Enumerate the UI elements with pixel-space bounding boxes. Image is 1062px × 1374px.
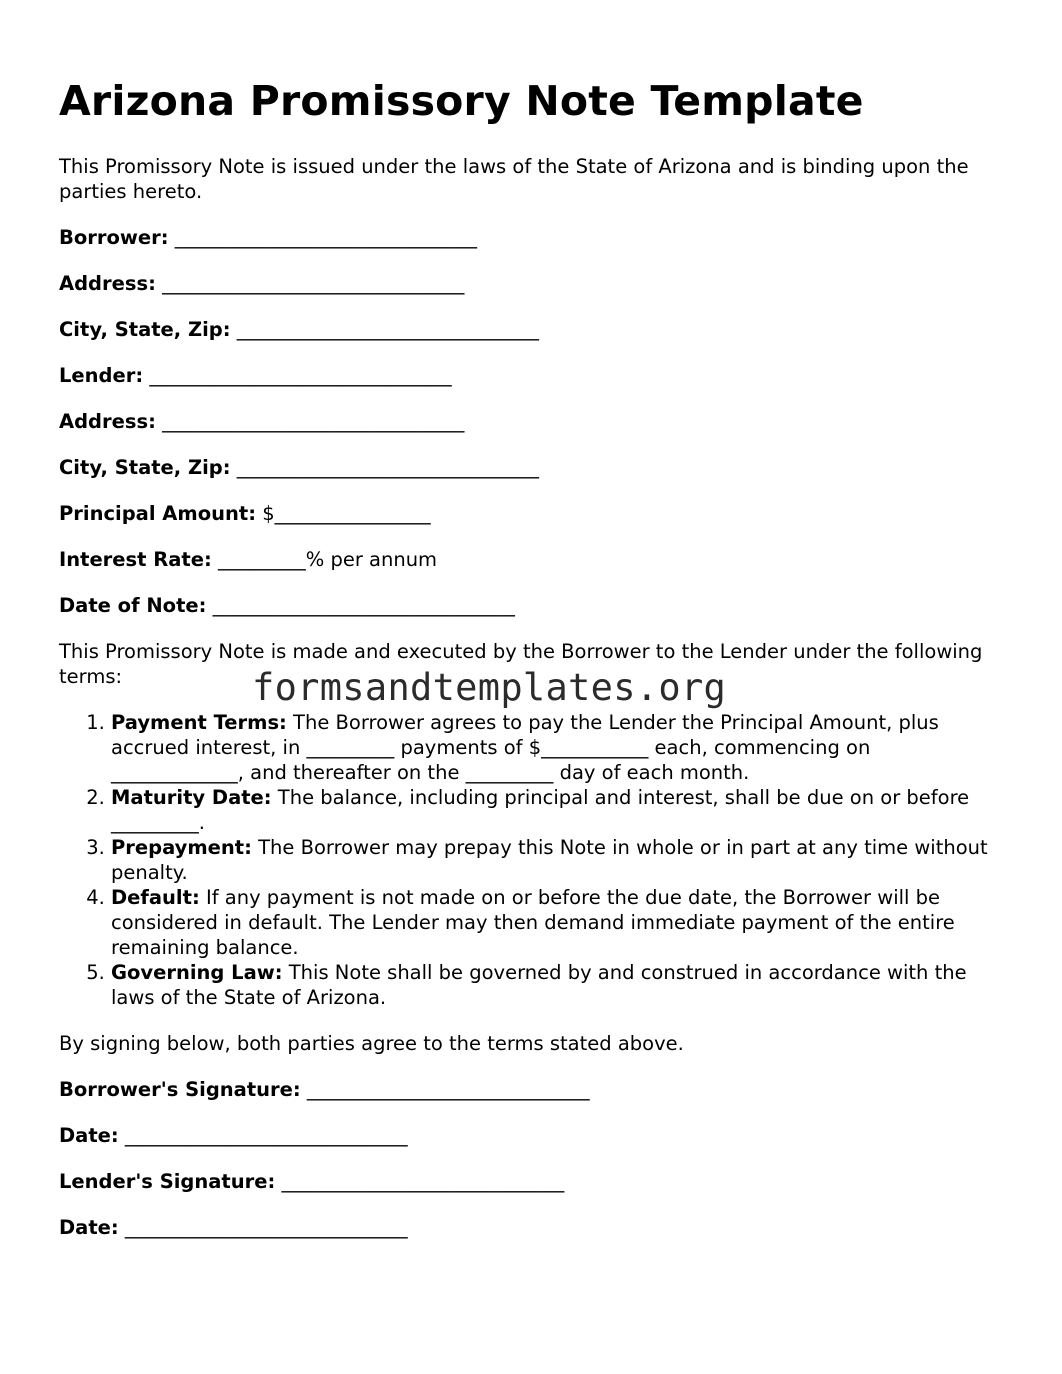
field-blank: _____________________________	[118, 1216, 408, 1239]
interest-rate-field	[59, 547, 1009, 572]
term-default	[111, 885, 1009, 960]
field-label: Borrower:	[59, 226, 169, 249]
term-text: If any payment is not made on or before the due date, the Borrower will be considered in default. The Lender may then demand immediate payment of the entire remaining balance.	[111, 886, 955, 959]
field-blank: _______________________________	[206, 594, 515, 617]
term-maturity-date	[111, 785, 1009, 835]
field-label: Address:	[59, 272, 156, 295]
intro-paragraph: This Promissory Note is issued under the laws of the State of Arizona and is binding upon the parties hereto.	[59, 155, 969, 203]
borrower-field	[59, 225, 1009, 250]
term-text: This Note shall be governed by and construed in accordance with the laws of the State of Arizona.	[111, 961, 967, 1009]
term-label: Payment Terms:	[111, 711, 287, 734]
field-label: Address:	[59, 410, 156, 433]
field-blank: _____________________________	[300, 1078, 590, 1101]
field-blank: _______________________________	[230, 318, 540, 341]
term-label: Prepayment:	[111, 836, 252, 859]
field-blank: _________% per annum	[211, 548, 438, 571]
field-blank: _______________________________	[155, 272, 465, 295]
term-label: Governing Law:	[111, 961, 283, 984]
field-blank: _____________________________	[275, 1170, 565, 1193]
document-page	[59, 76, 1009, 1240]
field-blank: _______________________________	[143, 364, 452, 387]
term-governing-law	[111, 960, 1009, 1010]
field-label: City, State, Zip:	[59, 456, 231, 479]
field-blank: _______________________________	[230, 456, 540, 479]
field-blank: $________________	[256, 502, 431, 525]
term-payment-terms	[111, 710, 1009, 785]
borrower-signature-field	[59, 1077, 1009, 1102]
closing-paragraph: By signing below, both parties agree to the terms stated above.	[59, 1032, 684, 1055]
term-text: The Borrower may prepay this Note in whole or in part at any time without penalty.	[111, 836, 988, 884]
term-text: The Borrower agrees to pay the Lender the Principal Amount, plus accrued interest, in _________ payments of $___________ each, commencing on _____________, and thereafter on the _________ day of each month.	[111, 711, 939, 784]
lender-signature-field	[59, 1169, 1009, 1194]
field-label: Interest Rate:	[59, 548, 212, 571]
borrower-address-field	[59, 271, 1009, 296]
field-label: Date:	[59, 1216, 119, 1239]
watermark-text: formsandtemplates.org	[252, 666, 727, 709]
field-label: City, State, Zip:	[59, 318, 231, 341]
terms-intro-paragraph: This Promissory Note is made and executed by the Borrower to the Lender under the following terms:	[59, 640, 983, 688]
document-title: Arizona Promissory Note Template	[59, 77, 864, 125]
lender-city-state-zip-field	[59, 455, 1009, 480]
field-label: Borrower's Signature:	[59, 1078, 301, 1101]
term-prepayment	[111, 835, 1009, 885]
field-label: Principal Amount:	[59, 502, 256, 525]
field-blank: _______________________________	[155, 410, 465, 433]
field-label: Date of Note:	[59, 594, 207, 617]
borrower-city-state-zip-field	[59, 317, 1009, 342]
term-label: Maturity Date:	[111, 786, 272, 809]
lender-signature-date-field	[59, 1215, 1009, 1240]
field-label: Date:	[59, 1124, 119, 1147]
lender-field	[59, 363, 1009, 388]
field-blank: _______________________________	[168, 226, 477, 249]
terms-list	[59, 710, 1009, 1010]
borrower-signature-date-field	[59, 1123, 1009, 1148]
term-text: The balance, including principal and interest, shall be due on or before _________.	[111, 786, 970, 834]
field-label: Lender's Signature:	[59, 1170, 276, 1193]
field-blank: _____________________________	[118, 1124, 408, 1147]
date-of-note-field	[59, 593, 1009, 618]
lender-address-field	[59, 409, 1009, 434]
principal-amount-field	[59, 501, 1009, 526]
field-label: Lender:	[59, 364, 144, 387]
term-label: Default:	[111, 886, 200, 909]
